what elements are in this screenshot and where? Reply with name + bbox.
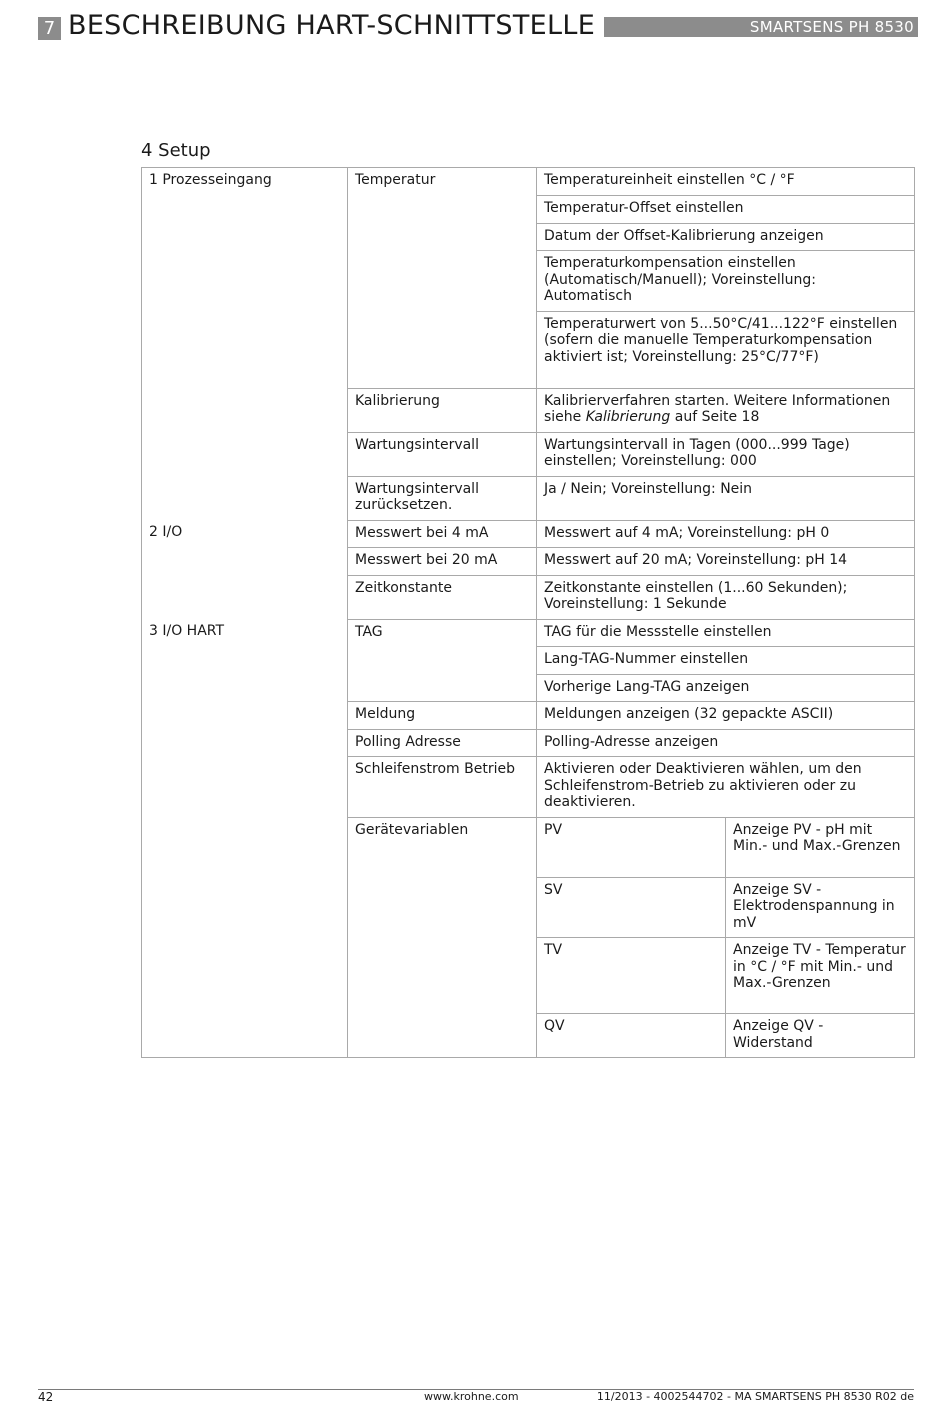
- chapter-title: BESCHREIBUNG HART-SCHNITTSTELLE: [68, 10, 596, 41]
- group-label: 1 Prozesseingang: [142, 168, 348, 521]
- parameter-description: Ja / Nein; Voreinstellung: Nein: [537, 476, 915, 520]
- page-reference: Kalibrierung: [585, 409, 671, 425]
- variable-label: SV: [537, 877, 726, 938]
- parameter-label: Wartungsintervall: [348, 432, 537, 476]
- variable-description: Anzeige QV - Widerstand: [726, 1014, 915, 1058]
- parameter-label: Gerätevariablen: [348, 817, 537, 1058]
- parameter-label: Zeitkonstante: [348, 575, 537, 619]
- parameter-description: Messwert auf 20 mA; Voreinstellung: pH 14: [537, 548, 915, 576]
- variable-description: Anzeige SV - Elektrodenspannung in mV: [726, 877, 915, 938]
- parameter-description: [537, 388, 915, 432]
- description-text: Kalibrierverfahren starten. Weitere Informationen siehe: [544, 392, 891, 425]
- parameter-label: Temperatur: [348, 168, 537, 389]
- parameter-description: Datum der Offset-Kalibrierung anzeigen: [537, 223, 915, 251]
- parameter-description: TAG für die Messstelle einstellen: [537, 619, 915, 647]
- document-id: 11/2013 - 4002544702 - MA SMARTSENS PH 8530 R02 de: [596, 1390, 914, 1403]
- page-number: 42: [38, 1390, 54, 1404]
- parameter-description: Temperatur-Offset einstellen: [537, 196, 915, 224]
- parameter-label: Wartungsintervall zurücksetzen.: [348, 476, 537, 520]
- parameter-description: Vorherige Lang-TAG anzeigen: [537, 674, 915, 702]
- setup-table: [141, 167, 915, 1058]
- description-text: auf Seite 18: [670, 409, 760, 425]
- parameter-description: Temperaturkompensation einstellen (Automatisch/Manuell); Voreinstellung: Automatisch: [537, 251, 915, 312]
- chapter-number: 7: [38, 17, 61, 40]
- parameter-description: Temperatureinheit einstellen °C / °F: [537, 168, 915, 196]
- parameter-label: TAG: [348, 619, 537, 702]
- table-row: [142, 619, 915, 647]
- group-label: 3 I/O HART: [142, 619, 348, 1058]
- variable-label: TV: [537, 938, 726, 1014]
- parameter-label: Polling Adresse: [348, 729, 537, 757]
- variable-description: Anzeige PV - pH mit Min.- und Max.-Grenzen: [726, 817, 915, 877]
- parameter-description: Wartungsintervall in Tagen (000...999 Tage) einstellen; Voreinstellung: 000: [537, 432, 915, 476]
- table-row: [142, 520, 915, 548]
- parameter-description: Messwert auf 4 mA; Voreinstellung: pH 0: [537, 520, 915, 548]
- parameter-description: Polling-Adresse anzeigen: [537, 729, 915, 757]
- group-label: 2 I/O: [142, 520, 348, 619]
- parameter-description: Zeitkonstante einstellen (1...60 Sekunden); Voreinstellung: 1 Sekunde: [537, 575, 915, 619]
- parameter-description: Aktivieren oder Deaktivieren wählen, um den Schleifenstrom-Betrieb zu aktivieren oder zu deaktivieren.: [537, 757, 915, 818]
- parameter-label: Messwert bei 20 mA: [348, 548, 537, 576]
- product-name: SMARTSENS PH 8530: [749, 18, 914, 36]
- section-title: 4 Setup: [141, 140, 211, 161]
- parameter-description: Temperaturwert von 5...50°C/41...122°F einstellen (sofern die manuelle Temperaturkompensation aktiviert ist; Voreinstellung: 25°C/77°F): [537, 311, 915, 388]
- table-row: [142, 168, 915, 196]
- parameter-label: Schleifenstrom Betrieb: [348, 757, 537, 818]
- parameter-label: Kalibrierung: [348, 388, 537, 432]
- parameter-label: Meldung: [348, 702, 537, 730]
- parameter-description: Lang-TAG-Nummer einstellen: [537, 647, 915, 675]
- footer-url: www.krohne.com: [424, 1390, 519, 1403]
- variable-description: Anzeige TV - Temperatur in °C / °F mit Min.- und Max.-Grenzen: [726, 938, 915, 1014]
- parameter-description: Meldungen anzeigen (32 gepackte ASCII): [537, 702, 915, 730]
- variable-label: PV: [537, 817, 726, 877]
- parameter-label: Messwert bei 4 mA: [348, 520, 537, 548]
- variable-label: QV: [537, 1014, 726, 1058]
